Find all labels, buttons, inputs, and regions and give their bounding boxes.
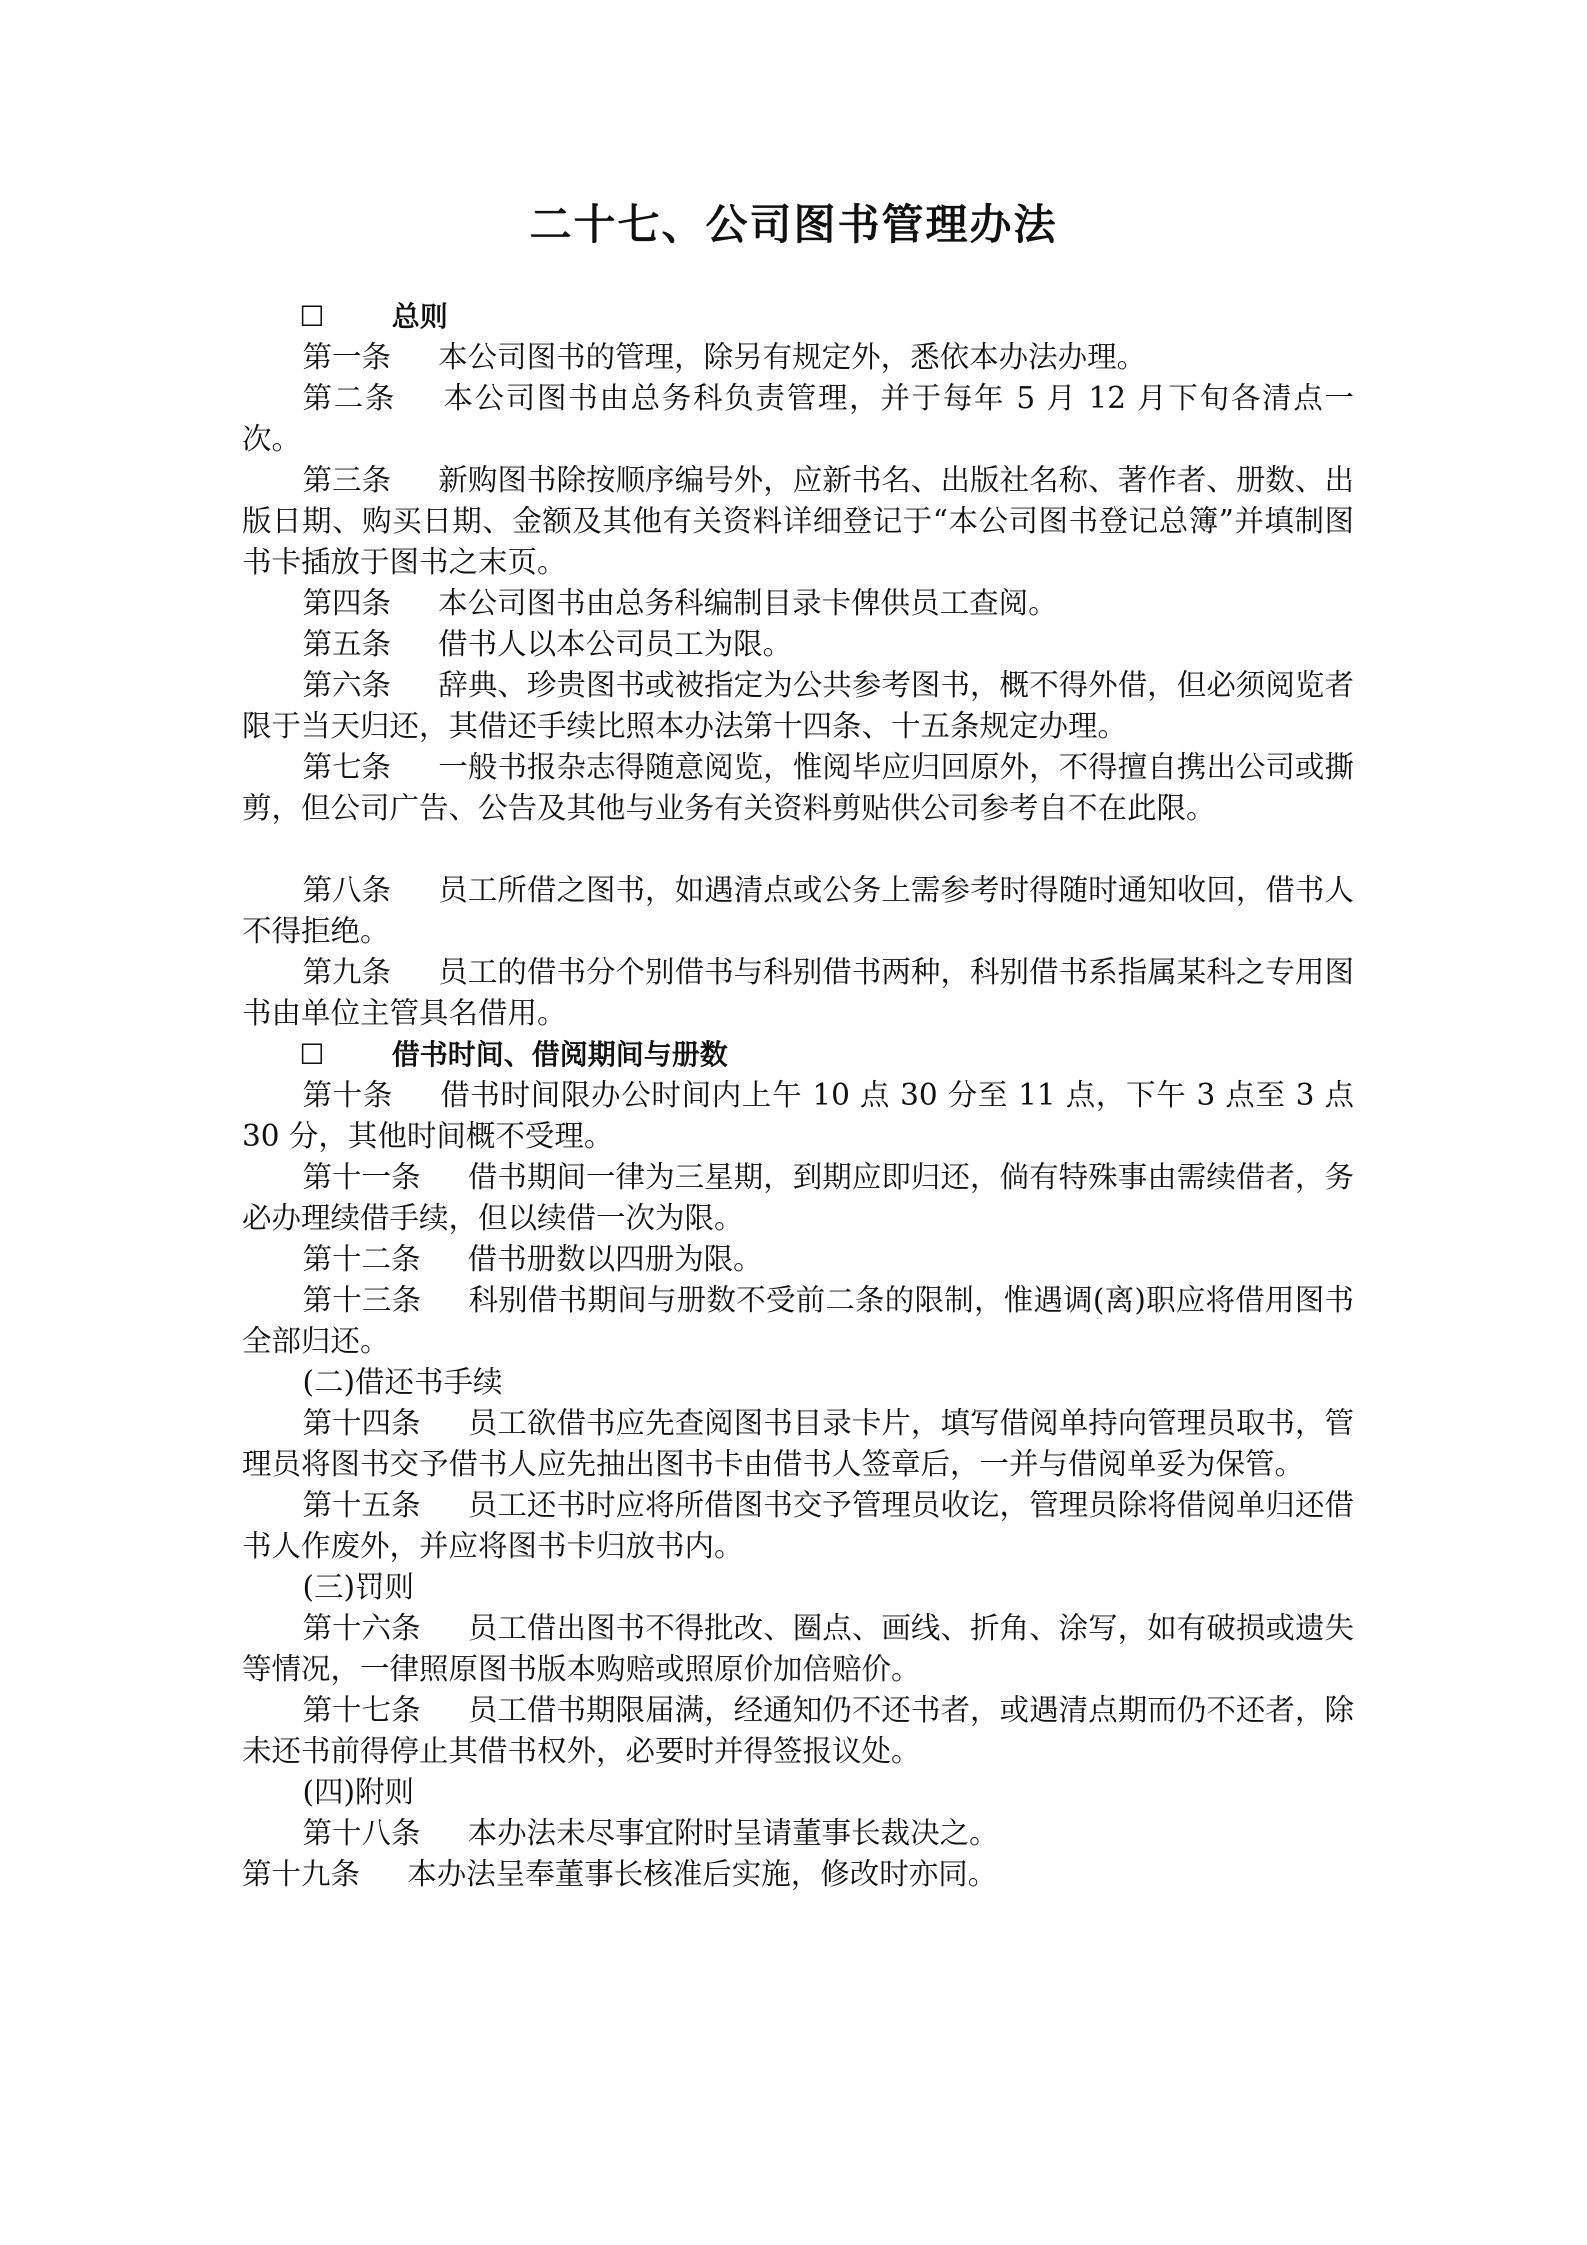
article-text: 借书册数以四册为限。 [467, 1242, 763, 1276]
article-text: 科别借书期间与册数不受前二条的限制，惟遇调(离)职应将借用图书全部归还。 [242, 1283, 1354, 1358]
document-body [242, 296, 1354, 1895]
article-text: 借书人以本公司员工为限。 [438, 627, 793, 661]
article-number: 第八条 [302, 873, 392, 907]
article-paragraph [242, 665, 1354, 747]
article-text: 员工还书时应将所借图书交予管理员收讫，管理员除将借阅单归还借书人作废外，并应将图书卡归放书内。 [242, 1488, 1354, 1563]
subsection-heading: (二)借还书手续 [302, 1365, 503, 1399]
article-number: 第十二条 [302, 1242, 421, 1276]
article-paragraph [242, 1157, 1354, 1239]
article-number: 第十一条 [302, 1160, 421, 1194]
section-heading [242, 1034, 1354, 1075]
article-text: 本公司图书由总务科编制目录卡俾供员工查阅。 [438, 586, 1058, 620]
article-text: 本公司图书的管理，除另有规定外，悉依本办法办理。 [438, 340, 1147, 374]
article-number: 第三条 [302, 463, 392, 497]
article-text: 员工借出图书不得批改、圈点、画线、折角、涂写，如有破损或遗失等情况，一律照原图书版本购赔或照原价加倍赔价。 [242, 1611, 1354, 1686]
article-number: 第十条 [302, 1078, 393, 1112]
article-text: 一般书报杂志得随意阅览，惟阅毕应归回原外，不得擅自携出公司或撕剪，但公司广告、公告及其他与业务有关资料剪贴供公司参考自不在此限。 [242, 750, 1354, 825]
section-heading-text: 借书时间、借阅期间与册数 [391, 1038, 728, 1071]
article-number: 第十七条 [302, 1693, 421, 1727]
article-paragraph [242, 1075, 1354, 1157]
subsection-heading: (三)罚则 [302, 1570, 414, 1604]
article-number: 第六条 [302, 668, 392, 702]
article-number: 第五条 [302, 627, 391, 661]
article-number: 第十九条 [242, 1857, 361, 1891]
article-paragraph [242, 1239, 1354, 1280]
document-title: 二十七、公司图书管理办法 [529, 200, 1058, 249]
article-number: 第十四条 [302, 1406, 421, 1440]
article-text: 辞典、珍贵图书或被指定为公共参考图书，概不得外借，但必须阅览者限于当天归还，其借还手续比照本办法第十四条、十五条规定办理。 [242, 668, 1354, 743]
article-text: 本办法未尽事宜附时呈请董事长裁决之。 [467, 1816, 999, 1850]
article-paragraph [242, 870, 1354, 952]
section-heading-text: 总则 [391, 300, 448, 333]
article-number: 第九条 [302, 955, 392, 989]
article-text: 员工所借之图书，如遇清点或公务上需参考时得随时通知收回，借书人不得拒绝。 [242, 873, 1354, 948]
article-paragraph [242, 747, 1354, 829]
article-text: 员工借书期限届满，经通知仍不还书者，或遇清点期而仍不还者，除未还书前得停止其借书权外，必要时并得签报议处。 [242, 1693, 1354, 1768]
checkbox-icon: ☐ [299, 1038, 325, 1071]
checkbox-icon: ☐ [299, 300, 325, 333]
article-paragraph [242, 1690, 1354, 1772]
article-paragraph [242, 1854, 1354, 1895]
article-paragraph [242, 1280, 1354, 1362]
article-text: 本公司图书由总务科负责管理，并于每年 5 月 12 月下旬各清点一次。 [242, 381, 1354, 456]
article-number: 第七条 [302, 750, 392, 784]
article-text: 员工的借书分个别借书与科别借书两种，科别借书系指属某科之专用图书由单位主管具名借用。 [242, 955, 1354, 1030]
article-paragraph [242, 952, 1354, 1034]
article-text: 借书期间一律为三星期，到期应即归还，倘有特殊事由需续借者，务必办理续借手续，但以续借一次为限。 [242, 1160, 1354, 1235]
article-number: 第十五条 [302, 1488, 421, 1522]
article-paragraph [242, 1608, 1354, 1690]
article-text: 新购图书除按顺序编号外，应新书名、出版社名称、著作者、册数、出版日期、购买日期、金额及其他有关资料详细登记于“本公司图书登记总簿”并填制图书卡插放于图书之末页。 [242, 463, 1354, 579]
article-text: 借书时间限办公时间内上午 10 点 30 分至 11 点，下午 3 点至 3 点 30 分，其他时间概不受理。 [242, 1078, 1354, 1153]
article-number: 第十六条 [302, 1611, 421, 1645]
article-number: 第十八条 [302, 1816, 421, 1850]
article-text: 员工欲借书应先查阅图书目录卡片，填写借阅单持向管理员取书，管理员将图书交予借书人应先抽出图书卡由借书人签章后，一并与借阅单妥为保管。 [242, 1406, 1354, 1481]
article-paragraph [242, 1403, 1354, 1485]
article-paragraph [242, 1485, 1354, 1567]
subsection-heading: (四)附则 [302, 1775, 414, 1809]
article-number: 第二条 [302, 381, 397, 415]
article-paragraph [242, 378, 1354, 460]
article-paragraph [242, 460, 1354, 583]
article-text: 本办法呈奉董事长核准后实施，修改时亦同。 [407, 1857, 998, 1891]
article-paragraph [242, 583, 1354, 624]
article-number: 第十三条 [302, 1283, 422, 1317]
paragraph-spacer [242, 829, 1354, 870]
article-paragraph [242, 1813, 1354, 1854]
article-paragraph [242, 624, 1354, 665]
article-number: 第一条 [302, 340, 391, 374]
section-heading [242, 296, 1354, 337]
article-paragraph [242, 337, 1354, 378]
article-number: 第四条 [302, 586, 391, 620]
